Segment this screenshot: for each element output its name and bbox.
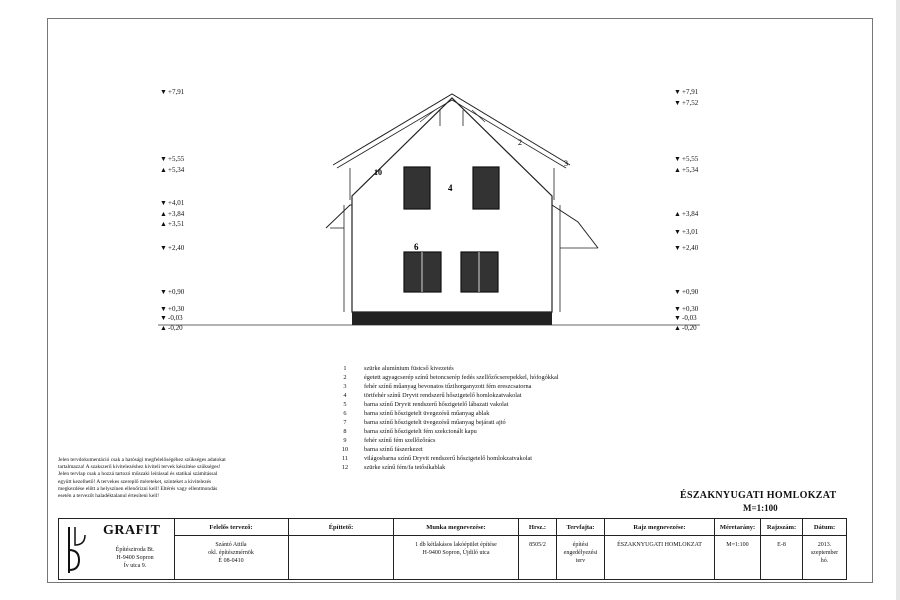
company-name: GRAFIT (103, 523, 161, 538)
tb-plan-type: Tervfajta: építési engedélyezési terv (557, 519, 605, 579)
level-marker: ▼+2,40 (674, 244, 699, 252)
window-lower-right (461, 252, 498, 292)
level-marker: ▼+0,30 (160, 305, 185, 313)
legend-row: 1 szürke alumínium füstcső kivezetés (343, 365, 454, 372)
company-address: Építésziroda Bt. H-9400 Sopron Ív utca 9. (115, 547, 155, 569)
sheet-scale: M=1:100 (743, 503, 778, 513)
grafit-logo-icon (65, 525, 89, 575)
window-lower-left (404, 252, 441, 292)
legend-row: 3 fehér színű műanyag bevonatos tűzihorganyzott fém ereszcsatorna (343, 383, 532, 390)
window-upper-left (404, 167, 430, 209)
tb-date: Dátum: 2013. szeptember hó. (803, 519, 846, 579)
label-4: 4 (448, 183, 453, 193)
label-3: 3 (564, 159, 568, 168)
tb-lot: Hrsz.: 8505/2 (519, 519, 557, 579)
legend-row: 10 barna színű fászerkezet (341, 446, 423, 453)
tb-client: Építtető: (289, 519, 394, 579)
level-marker: ▲+5,34 (674, 166, 699, 174)
legend-row: 8 barna színű hőszigetelt fém szekcionált kapu (343, 428, 477, 435)
level-marker: ▲-0,20 (160, 324, 183, 332)
level-marker: ▼+7,52 (674, 99, 699, 107)
tb-project: Munka megnevezése: 1 db kétlakásos lakóépület építése H-9400 Sopron, Újdiló utca (394, 519, 519, 579)
level-marker: ▲+3,51 (160, 220, 185, 228)
legend-row: 9 fehér színű fém szellőzőrács (343, 437, 436, 444)
legend-row: 4 törtfehér színű Dryvit rendszerű hőszigetelő homlokzatvakolat (343, 392, 522, 399)
legend-row: 11 világosbarna színű Dryvit rendszerű hőszigetelő homlokzatvakolat (341, 455, 533, 462)
label-10: 10 (374, 168, 382, 177)
level-marker: ▲+3,84 (674, 210, 699, 218)
level-marker: ▼+2,40 (160, 244, 185, 252)
sheet-title: ÉSZAKNYUGATI HOMLOKZAT (680, 490, 837, 501)
level-marker: ▲+3,84 (160, 210, 185, 218)
level-marker: ▼+0,30 (674, 305, 699, 313)
level-marker: ▼+5,55 (674, 155, 699, 163)
legend-row: 5 barna színű Dryvit rendszerű hőszigetelő lábazati vakolat (343, 401, 509, 408)
tb-designer: Felelős tervező: Szántó Attila okl. építészmérnök É 08-0410 (174, 519, 289, 579)
legend-row: 6 barna színű hőszigetelt üvegezésű műanyag ablak (343, 410, 490, 417)
level-marker: ▼-0,03 (160, 314, 183, 322)
level-marker: ▲-0,20 (674, 324, 697, 332)
tb-drawing-name: Rajz megnevezése: ÉSZAKNYUGATI HOMLOKZAT (605, 519, 715, 579)
legend-row: 7 barna színű hőszigetelt üvegezésű műanyag bejárati ajtó (343, 419, 506, 426)
level-marker: ▲+5,34 (160, 166, 185, 174)
document-note: Jelen tervdokumentáció csak a hatósági megfelelőségéhez szükséges adatokat tartalmazza! A szakszerű kivitelezéshez kiviteli tervek készítése szükséges! Jelen tervlap csak a hozzá tartozó műszaki leírással és statikai számítással együtt kezelhető! A tervekes szereplő méreteket, szinteket a kivitelezés megkezdése előtt a helyszínen ellenőrizni kell! Eltérés vagy ellentmondás esetén a tervezőt haladéktalanul értesíteni kell! (58, 457, 226, 500)
level-marker: ▼+7,91 (160, 88, 185, 96)
level-marker: ▼+0,90 (160, 288, 185, 296)
material-legend (330, 364, 559, 472)
level-marker: ▼+0,90 (674, 288, 699, 296)
window-upper-right (473, 167, 499, 209)
company-logo-block (59, 519, 175, 579)
level-marker: ▼+4,01 (160, 199, 185, 207)
level-marker: ▼+5,55 (160, 155, 185, 163)
level-marker: ▼+3,01 (674, 228, 699, 236)
title-block (58, 518, 847, 580)
legend-row: 2 égetett agyagcserép színű betoncserép fedés szellőzőcserepekkel, hófogókkal (343, 374, 559, 381)
legend-row: 12 szürke színű fém/fa tetősíkablak (341, 464, 446, 471)
level-marker: ▼-0,03 (674, 314, 697, 322)
tb-scale: Méretarány: M=1:100 (715, 519, 761, 579)
label-6: 6 (414, 242, 419, 252)
tb-drawing-number: Rajzszám: E-8 (761, 519, 803, 579)
label-2: 2 (518, 138, 522, 147)
level-marker: ▼+7,91 (674, 88, 699, 96)
